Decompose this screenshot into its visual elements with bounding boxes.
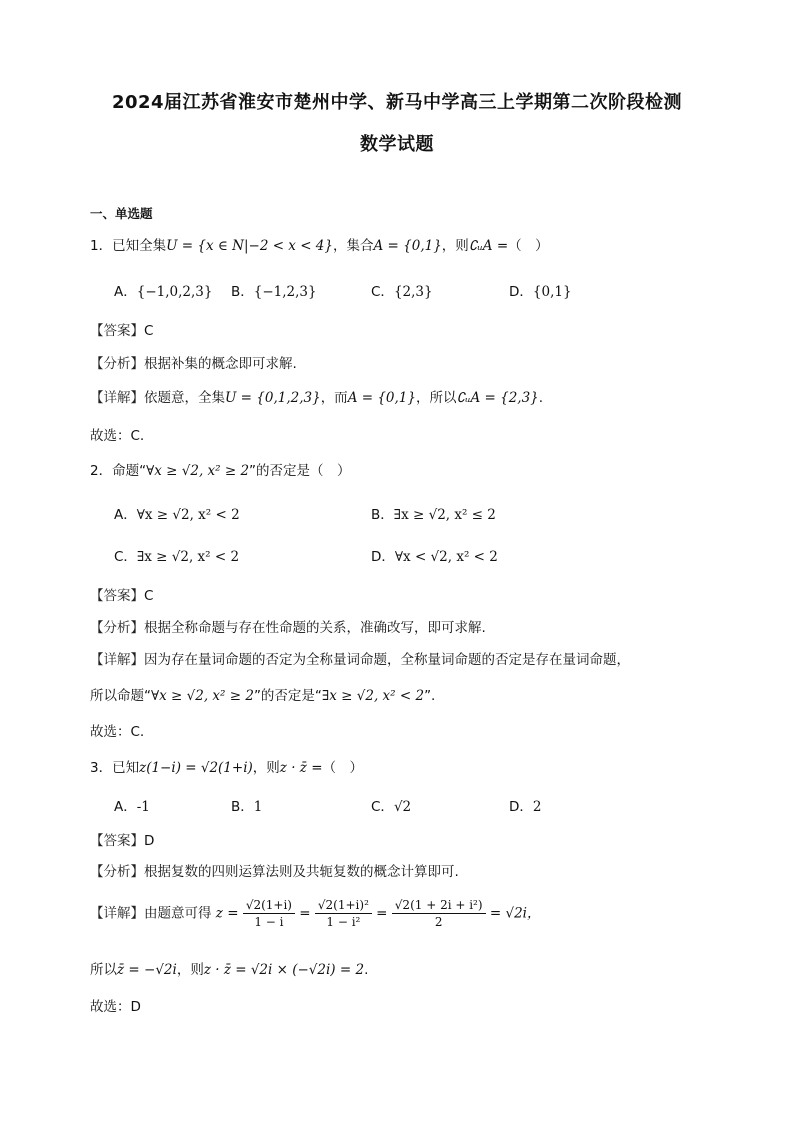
q3-stem: 3．已知z(1−i) = √2(1+i)，则z · z̄ =（ ） [90, 760, 364, 776]
q3-option-a: A．-1 [114, 799, 150, 815]
q3-option-c: C．√2 [371, 799, 412, 815]
q3-detail-line2: 所以z̄ = −√2i，则z · z̄ = √2i × (−√2i) = 2. [90, 962, 369, 978]
q1-option-a: A．{−1,0,2,3} [114, 284, 213, 300]
document-title-line1: 2024届江苏省淮安市楚州中学、新马中学高三上学期第二次阶段检测 [111, 92, 683, 113]
q3-option-d: D．2 [509, 799, 542, 815]
document-title-line2: 数学试题 [360, 134, 434, 155]
q1-analysis: 【分析】根据补集的概念即可求解. [90, 356, 297, 372]
q2-option-c: C．∃x ≥ √2, x² < 2 [114, 549, 240, 565]
q1-option-c: C．{2,3} [371, 284, 433, 300]
q2-stem: 2．命题“∀x ≥ √2, x² ≥ 2”的否定是（ ） [90, 463, 351, 479]
q2-option-a: A．∀x ≥ √2, x² < 2 [114, 507, 240, 523]
q1-option-b: B．{−1,2,3} [231, 284, 317, 300]
q3-analysis: 【分析】根据复数的四则运算法则及共轭复数的概念计算即可. [90, 864, 459, 880]
q2-detail-line1: 【详解】因为存在量词命题的否定为全称量词命题，全称量词命题的否定是存在量词命题， [90, 652, 630, 668]
q2-option-b: B．∃x ≥ √2, x² ≤ 2 [371, 507, 496, 523]
fraction: $\frac{√2(1+i)}{1 - i}$ [243, 898, 295, 929]
q3-conclusion: 故选：D [90, 999, 141, 1015]
q1-detail: 【详解】依题意，全集U = {0,1,2,3}，而A = {0,1}，所以∁ᵤA = {2,3}. [90, 390, 544, 406]
q3-answer: 【答案】D [90, 833, 155, 849]
q3-option-b: B．1 [231, 799, 263, 815]
q2-answer: 【答案】C [90, 588, 154, 604]
q2-option-d: D．∀x < √2, x² < 2 [371, 549, 498, 565]
fraction: $\frac{\text{√2(1+i)²}}{\text{1 − i²}}$ [315, 898, 372, 929]
q2-analysis: 【分析】根据全称命题与存在性命题的关系，准确改写，即可求解. [90, 620, 486, 636]
q1-conclusion: 故选：C. [90, 428, 145, 444]
q2-detail-line2: 所以命题“∀x ≥ √2, x² ≥ 2”的否定是“∃x ≥ √2, x² < 2”. [90, 688, 436, 704]
fraction: $\frac{\text{√2(1 + 2i + i²)}}{2}$ [392, 898, 486, 929]
q1-option-d: D．{0,1} [509, 284, 572, 300]
q1-answer: 【答案】C [90, 323, 154, 339]
section-heading: 一、单选题 [90, 206, 153, 221]
q3-detail: 【详解】由题意可得 z = $\frac{√2(1+i)}{1 - i}$ = $\frac{\text{√2(1+i)²}}{\text{1 − i²}}$ = $\frac{\text{√2(1 + 2i + i²)}}{2}$ = √2i， [90, 898, 541, 929]
q1-stem: 1．已知全集U = {x ∈ N|−2 < x < 4}，集合A = {0,1}，则∁ᵤA =（ ） [90, 238, 549, 254]
q2-conclusion: 故选：C. [90, 724, 145, 740]
